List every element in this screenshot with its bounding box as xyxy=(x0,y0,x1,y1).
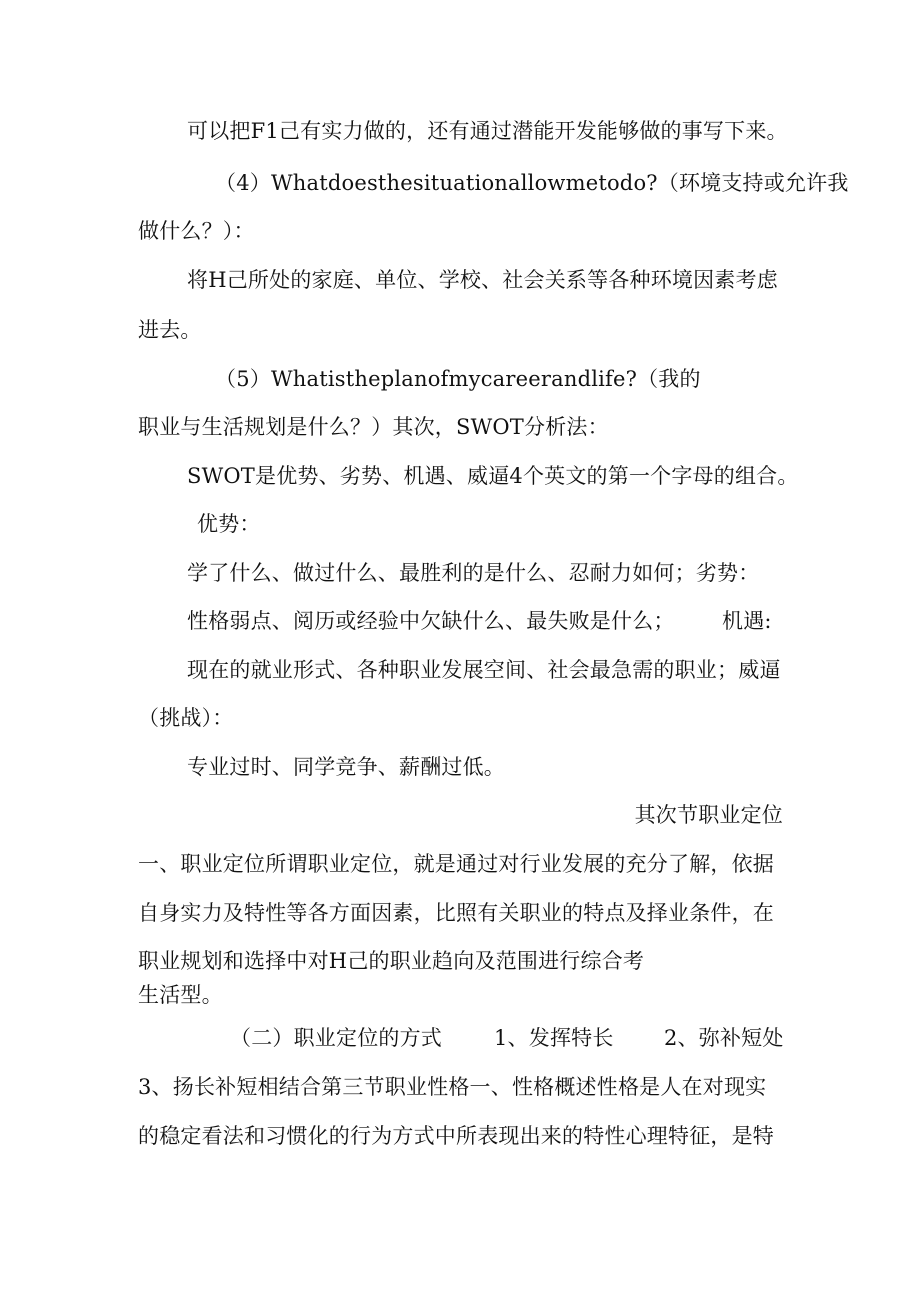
paragraph-line: 专业过时、同学竞争、薪酬过低。 xyxy=(187,755,505,779)
paragraph-line: SWOT是优势、劣势、机遇、威逼4个英文的第一个字母的组合。 xyxy=(187,464,799,488)
list-item: 2、弥补短处 xyxy=(664,1026,784,1050)
section-label: 优势： xyxy=(197,512,261,536)
paragraph-line: 职业与生活规划是什么？）其次，SWOT分析法： xyxy=(138,415,609,439)
paragraph-line: 将H己所处的家庭、单位、学校、社会关系等各种环境因素考虑 xyxy=(187,268,778,292)
paragraph-line: 3、扬长补短相结合第三节职业性格一、性格概述性格是人在对现实 xyxy=(138,1075,767,1099)
list-item: 1、发挥特长 xyxy=(494,1026,614,1050)
paragraph-line: 性格弱点、阅历或经验中欠缺什么、最失败是什么； xyxy=(187,609,675,633)
paragraph-line: 一、职业定位所谓职业定位，就是通过对行业发展的充分了解，依据 xyxy=(138,852,774,876)
paragraph-line: 职业规划和选择中对H己的职业趋向及范围进行综合考 xyxy=(138,949,645,973)
section-heading: 其次节职业定位 xyxy=(634,803,783,827)
paragraph-line: 的稳定看法和习惯化的行为方式中所表现出来的特性心理特征，是特 xyxy=(138,1124,774,1148)
paragraph-line: 进去。 xyxy=(138,318,202,342)
paragraph-line: 学了什么、做过什么、最胜利的是什么、忍耐力如何；劣势： xyxy=(187,561,760,585)
paragraph-line: 做什么？）： xyxy=(138,219,255,243)
subsection-heading: （二）职业定位的方式 xyxy=(230,1026,442,1050)
paragraph-line: 现在的就业形式、各种职业发展空间、社会最急需的职业；威逼 xyxy=(187,658,781,682)
paragraph-line: 生活型。 xyxy=(138,983,223,1007)
section-label: 机遇: xyxy=(722,609,772,633)
paragraph-line: （4）Whatdoesthesituationallowmetodo?（环境支持或允许我 xyxy=(215,171,849,195)
paragraph-line: （5）Whatistheplanofmycareerandlife?（我的 xyxy=(215,367,701,391)
paragraph-line: 自身实力及特性等各方面因素，比照有关职业的特点及择业条件，在 xyxy=(138,901,774,925)
paragraph-line: （挑战）： xyxy=(138,706,234,730)
paragraph-line: 可以把F1己有实力做的，还有通过潜能开发能够做的事写下来。 xyxy=(187,119,788,143)
